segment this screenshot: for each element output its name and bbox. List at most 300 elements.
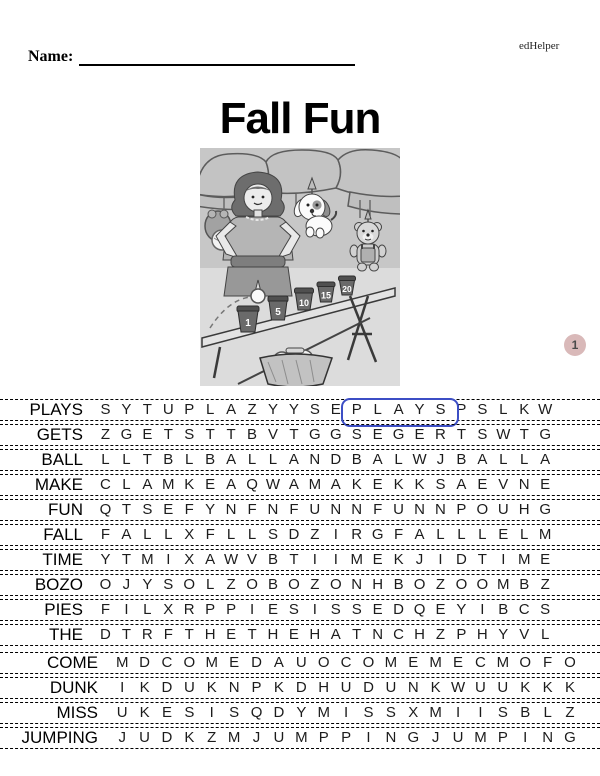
grid-letter: V	[519, 626, 530, 643]
grid-letter: Y	[267, 401, 278, 418]
grid-letter: N	[225, 501, 237, 518]
grid-letter: L	[247, 526, 257, 543]
grid-letter: B	[519, 576, 530, 593]
grid-letter: W	[538, 401, 553, 418]
grid-letter: F	[184, 501, 194, 518]
grid-letter: M	[429, 654, 442, 671]
grid-letter: G	[309, 426, 321, 443]
grid-letter: A	[226, 401, 237, 418]
grid-letter: M	[496, 654, 510, 671]
grid-letter: M	[227, 729, 241, 746]
grid-letter: B	[351, 451, 362, 468]
grid-letter: S	[435, 476, 446, 493]
grid-letter: K	[393, 476, 404, 493]
grid-letter: C	[340, 654, 352, 671]
grid-letter: Y	[456, 601, 467, 618]
grid-letter: Z	[100, 426, 111, 443]
grid-letter: Z	[540, 576, 550, 593]
grid-letter: H	[267, 626, 279, 643]
grid-letter: I	[366, 729, 371, 746]
grid-letter: O	[362, 654, 375, 671]
grid-letter: J	[118, 729, 126, 746]
grid-letter: I	[501, 551, 506, 568]
grid-letter: M	[295, 729, 308, 746]
letter-grid-row	[95, 475, 556, 495]
word-list-item: TIME	[42, 550, 83, 569]
letter-grid-row	[95, 500, 556, 520]
grid-letter: M	[429, 704, 442, 721]
word-list-item: PIES	[44, 600, 83, 619]
grid-letter: G	[371, 526, 384, 543]
grid-letter: K	[273, 679, 284, 696]
grid-letter: T	[121, 501, 131, 518]
grid-letter: N	[542, 729, 554, 746]
grid-letter: I	[333, 551, 338, 568]
grid-letter: T	[142, 401, 152, 418]
grid-letter: O	[288, 576, 300, 593]
grid-letter: Y	[205, 501, 216, 518]
grid-letter: S	[163, 576, 174, 593]
grid-letter: K	[139, 679, 150, 696]
letter-grid-row	[95, 625, 556, 645]
grid-letter: L	[122, 476, 131, 493]
grid-letter: P	[251, 679, 262, 696]
grid-letter: O	[564, 654, 576, 671]
grid-letter: A	[456, 476, 467, 493]
grid-letter: E	[540, 551, 551, 568]
grid-letter: A	[393, 401, 404, 418]
grid-letter: S	[477, 426, 488, 443]
grid-letter: G	[329, 426, 342, 443]
grid-letter: S	[351, 426, 362, 443]
grid-letter: J	[431, 729, 440, 746]
grid-letter: K	[184, 729, 195, 746]
grid-letter: H	[318, 679, 330, 696]
grid-letter: E	[453, 654, 464, 671]
grid-letter: E	[163, 501, 174, 518]
grid-letter: N	[309, 451, 321, 468]
grid-letter: A	[372, 451, 383, 468]
grid-letter: F	[205, 526, 215, 543]
grid-letter: O	[99, 576, 112, 593]
grid-letter: U	[183, 679, 195, 696]
grid-letter: X	[163, 601, 174, 618]
grid-letter: Z	[226, 576, 236, 593]
grid-letter: E	[372, 551, 383, 568]
grid-letter: D	[288, 526, 300, 543]
grid-letter: K	[542, 679, 553, 696]
grid-letter: E	[267, 601, 278, 618]
grid-letter: E	[161, 704, 172, 721]
bucket-number: 1	[245, 318, 251, 329]
page-title: Fall Fun	[219, 94, 381, 143]
grid-letter: S	[351, 601, 362, 618]
grid-letter: E	[288, 626, 299, 643]
grid-letter: J	[415, 551, 424, 568]
grid-letter: U	[309, 501, 321, 518]
grid-letter: P	[456, 501, 467, 518]
grid-letter: M	[308, 476, 322, 493]
word-list-item: MISS	[56, 703, 98, 722]
grid-letter: F	[100, 601, 111, 618]
grid-letter: A	[540, 451, 551, 468]
grid-letter: Y	[414, 401, 425, 418]
grid-letter: G	[564, 729, 576, 746]
puzzle-row-the	[0, 624, 600, 646]
grid-letter: I	[120, 679, 125, 696]
grid-letter: T	[142, 451, 152, 468]
grid-letter: E	[205, 476, 216, 493]
grid-letter: L	[543, 704, 552, 721]
grid-letter: U	[340, 679, 352, 696]
grid-letter: T	[121, 551, 131, 568]
grid-letter: A	[226, 476, 237, 493]
grid-letter: E	[372, 476, 383, 493]
bucket-number: 20	[342, 284, 352, 294]
grid-letter: S	[184, 426, 195, 443]
grid-letter: B	[393, 576, 404, 593]
grid-letter: P	[351, 401, 362, 418]
grid-letter: H	[309, 626, 321, 643]
name-section	[28, 48, 355, 66]
grid-letter: D	[139, 654, 150, 671]
grid-letter: T	[352, 626, 362, 643]
grid-letter: G	[407, 729, 420, 746]
grid-letter: G	[539, 501, 551, 518]
grid-letter: P	[184, 401, 195, 418]
grid-letter: W	[496, 426, 511, 443]
grid-letter: S	[309, 401, 320, 418]
grid-letter: N	[372, 626, 384, 643]
grid-letter: U	[393, 501, 405, 518]
grid-letter: I	[312, 551, 317, 568]
grid-letter: E	[330, 401, 341, 418]
grid-letter: X	[408, 704, 419, 721]
grid-letter: Q	[250, 704, 263, 721]
letter-grid-row	[111, 703, 581, 723]
grid-letter: I	[209, 704, 214, 721]
word-list-item: BOZO	[34, 575, 83, 594]
grid-letter: U	[273, 729, 285, 746]
grid-letter: P	[497, 729, 508, 746]
grid-letter: S	[435, 401, 446, 418]
found-word-circle	[341, 398, 459, 427]
grid-letter: V	[498, 476, 509, 493]
grid-letter: M	[141, 551, 154, 568]
grid-letter: O	[183, 654, 196, 671]
grid-letter: H	[372, 576, 384, 593]
grid-letter: Z	[310, 576, 320, 593]
grid-letter: L	[205, 576, 215, 593]
grid-letter: I	[124, 601, 129, 618]
grid-letter: L	[122, 451, 131, 468]
letter-grid-row	[95, 425, 556, 445]
grid-letter: B	[205, 451, 216, 468]
grid-letter: S	[288, 601, 299, 618]
grid-letter: B	[456, 451, 467, 468]
grid-letter: L	[520, 526, 529, 543]
grid-letter: T	[289, 551, 299, 568]
grid-letter: M	[538, 526, 552, 543]
grid-letter: M	[517, 551, 531, 568]
grid-letter: N	[351, 501, 363, 518]
grid-letter: I	[312, 601, 317, 618]
grid-letter: L	[185, 451, 194, 468]
grid-letter: N	[435, 501, 446, 518]
grid-letter: I	[249, 601, 255, 618]
grid-letter: E	[226, 626, 237, 643]
grid-letter: L	[436, 526, 445, 543]
grid-letter: S	[497, 704, 508, 721]
grid-letter: F	[394, 526, 404, 543]
grid-letter: I	[333, 526, 338, 543]
grid-letter: A	[273, 654, 284, 671]
grid-letter: S	[540, 601, 551, 618]
grid-letter: Q	[413, 601, 426, 618]
grid-letter: K	[519, 401, 530, 418]
grid-letter: O	[476, 576, 489, 593]
grid-letter: H	[414, 626, 425, 643]
grid-letter: L	[205, 401, 215, 418]
letter-grid-row	[111, 728, 581, 748]
grid-letter: U	[116, 704, 128, 721]
grid-letter: B	[498, 601, 509, 618]
grid-letter: U	[452, 729, 464, 746]
grid-letter: Z	[207, 729, 217, 746]
grid-letter: L	[457, 526, 466, 543]
grid-letter: T	[519, 426, 529, 443]
grid-letter: K	[351, 476, 362, 493]
grid-letter: Q	[99, 501, 112, 518]
word-list-item: FALL	[43, 525, 83, 544]
puzzle-row-jumping	[0, 727, 600, 749]
grid-letter: D	[273, 704, 285, 721]
grid-letter: N	[414, 501, 425, 518]
grid-letter: S	[184, 704, 195, 721]
grid-letter: E	[408, 654, 419, 671]
grid-letter: L	[478, 526, 487, 543]
grid-letter: L	[268, 451, 278, 468]
grid-letter: I	[455, 704, 461, 721]
grid-letter: U	[475, 679, 486, 696]
puzzle-row-pies	[0, 599, 600, 621]
grid-letter: L	[101, 451, 110, 468]
grid-letter: Y	[288, 401, 299, 418]
grid-letter: Q	[246, 476, 258, 493]
grid-letter: A	[288, 451, 299, 468]
grid-letter: R	[141, 626, 153, 643]
grid-letter: O	[246, 576, 258, 593]
brand-logo-text: edHelper	[519, 40, 560, 52]
letter-grid-row	[111, 653, 581, 673]
name-input-line[interactable]	[79, 48, 355, 66]
grid-letter: A	[477, 451, 488, 468]
grid-letter: F	[163, 626, 173, 643]
grid-letter: F	[247, 501, 257, 518]
grid-letter: N	[330, 501, 342, 518]
grid-letter: U	[162, 401, 174, 418]
grid-letter: M	[384, 654, 398, 671]
grid-letter: E	[540, 476, 551, 493]
puzzle-row-make	[0, 474, 600, 496]
grid-letter: B	[267, 576, 278, 593]
grid-letter: L	[373, 401, 382, 418]
grid-letter: T	[247, 626, 257, 643]
grid-letter: W	[412, 451, 427, 468]
grid-letter: S	[229, 704, 240, 721]
grid-letter: F	[289, 501, 299, 518]
grid-letter: U	[385, 679, 397, 696]
grid-letter: V	[267, 426, 278, 443]
grid-letter: L	[499, 451, 508, 468]
grid-letter: N	[267, 501, 279, 518]
grid-letter: V	[247, 551, 258, 568]
grid-letter: L	[226, 526, 236, 543]
grid-letter: J	[122, 576, 131, 593]
grid-letter: C	[475, 654, 486, 671]
puzzle-row-plays	[0, 399, 600, 421]
grid-letter: U	[139, 729, 150, 746]
grid-letter: E	[142, 426, 153, 443]
grid-letter: R	[351, 526, 363, 543]
grid-letter: T	[205, 426, 215, 443]
grid-letter: D	[295, 679, 307, 696]
grid-letter: A	[330, 476, 341, 493]
word-list-item: THE	[49, 625, 83, 644]
bucket-number: 15	[320, 290, 332, 301]
bucket-number: 10	[298, 298, 310, 308]
grid-letter: B	[247, 426, 258, 443]
grid-letter: C	[161, 654, 173, 671]
word-list-item: GETS	[36, 425, 83, 444]
grid-letter: L	[394, 451, 403, 468]
bucket-number: 5	[275, 307, 281, 318]
grid-letter: O	[183, 576, 196, 593]
grid-letter: S	[142, 501, 153, 518]
grid-letter: D	[393, 601, 405, 618]
grid-letter: B	[163, 451, 174, 468]
grid-letter: Z	[435, 626, 446, 643]
letter-grid-row	[95, 450, 556, 470]
grid-letter: O	[317, 654, 330, 671]
word-list-item: MAKE	[34, 475, 83, 494]
grid-letter: F	[100, 526, 111, 543]
grid-letter: E	[229, 654, 240, 671]
grid-letter: T	[163, 426, 173, 443]
grid-letter: D	[161, 729, 173, 746]
grid-letter: D	[251, 654, 262, 671]
word-search-grid	[0, 399, 600, 752]
grid-letter: O	[455, 576, 468, 593]
grid-letter: U	[497, 679, 509, 696]
word-list-item: COME	[47, 653, 98, 672]
grid-letter: G	[392, 426, 405, 443]
grid-letter: S	[477, 401, 488, 418]
grid-letter: Z	[247, 401, 257, 418]
grid-letter: M	[115, 654, 129, 671]
grid-letter: L	[540, 626, 550, 643]
grid-letter: R	[183, 601, 195, 618]
word-list-item: JUMPING	[21, 728, 98, 747]
letter-grid-row	[95, 600, 556, 620]
grid-letter: H	[518, 501, 530, 518]
grid-letter: G	[539, 426, 551, 443]
puzzle-row-bozo	[0, 574, 600, 596]
grid-letter: X	[184, 526, 195, 543]
grid-letter: C	[518, 601, 530, 618]
grid-letter: U	[497, 501, 509, 518]
grid-letter: E	[372, 601, 383, 618]
grid-letter: I	[523, 729, 528, 746]
grid-letter: K	[139, 704, 150, 721]
grid-letter: C	[393, 626, 405, 643]
puzzle-row-time	[0, 549, 600, 571]
grid-letter: K	[206, 679, 217, 696]
grid-letter: T	[477, 551, 487, 568]
grid-letter: T	[121, 626, 131, 643]
grid-letter: C	[100, 476, 111, 493]
grid-letter: K	[565, 679, 576, 696]
grid-letter: M	[317, 704, 330, 721]
grid-letter: X	[184, 551, 195, 568]
grid-letter: K	[184, 476, 195, 493]
grid-letter: L	[143, 526, 152, 543]
grid-letter: H	[476, 626, 488, 643]
puzzle-row-come	[0, 652, 600, 674]
grid-letter: S	[363, 704, 374, 721]
grid-letter: W	[224, 551, 239, 568]
grid-letter: I	[438, 551, 443, 568]
grid-letter: H	[204, 626, 216, 643]
grid-letter: D	[100, 626, 111, 643]
letter-grid-row	[111, 678, 581, 698]
grid-letter: J	[252, 729, 261, 746]
grid-letter: E	[372, 426, 383, 443]
grid-letter: N	[351, 576, 363, 593]
grid-letter: M	[474, 729, 487, 746]
grid-letter: E	[414, 426, 425, 443]
grid-letter: A	[414, 526, 425, 543]
grid-letter: T	[289, 426, 299, 443]
grid-letter: J	[436, 451, 445, 468]
grid-letter: G	[120, 426, 133, 443]
grid-letter: E	[498, 526, 509, 543]
grid-letter: I	[478, 704, 483, 721]
grid-letter: A	[226, 451, 237, 468]
grid-letter: W	[265, 476, 281, 493]
grid-letter: D	[455, 551, 467, 568]
grid-letter: D	[330, 451, 342, 468]
letter-grid-row	[95, 550, 556, 570]
grid-letter: M	[497, 576, 510, 593]
puzzle-row-dunk	[0, 677, 600, 699]
grid-letter: P	[341, 729, 352, 746]
puzzle-row-fall	[0, 524, 600, 546]
grid-letter: I	[480, 601, 485, 618]
name-label: Name:	[28, 48, 74, 65]
grid-letter: E	[477, 476, 488, 493]
grid-letter: T	[456, 426, 466, 443]
grid-letter: I	[166, 551, 171, 568]
grid-letter: K	[393, 551, 404, 568]
grid-letter: L	[520, 451, 529, 468]
grid-letter: L	[143, 601, 152, 618]
letter-grid-row	[95, 400, 556, 420]
grid-letter: W	[450, 679, 466, 696]
grid-letter: S	[385, 704, 396, 721]
grid-letter: I	[344, 704, 349, 721]
grid-letter: P	[226, 601, 237, 618]
